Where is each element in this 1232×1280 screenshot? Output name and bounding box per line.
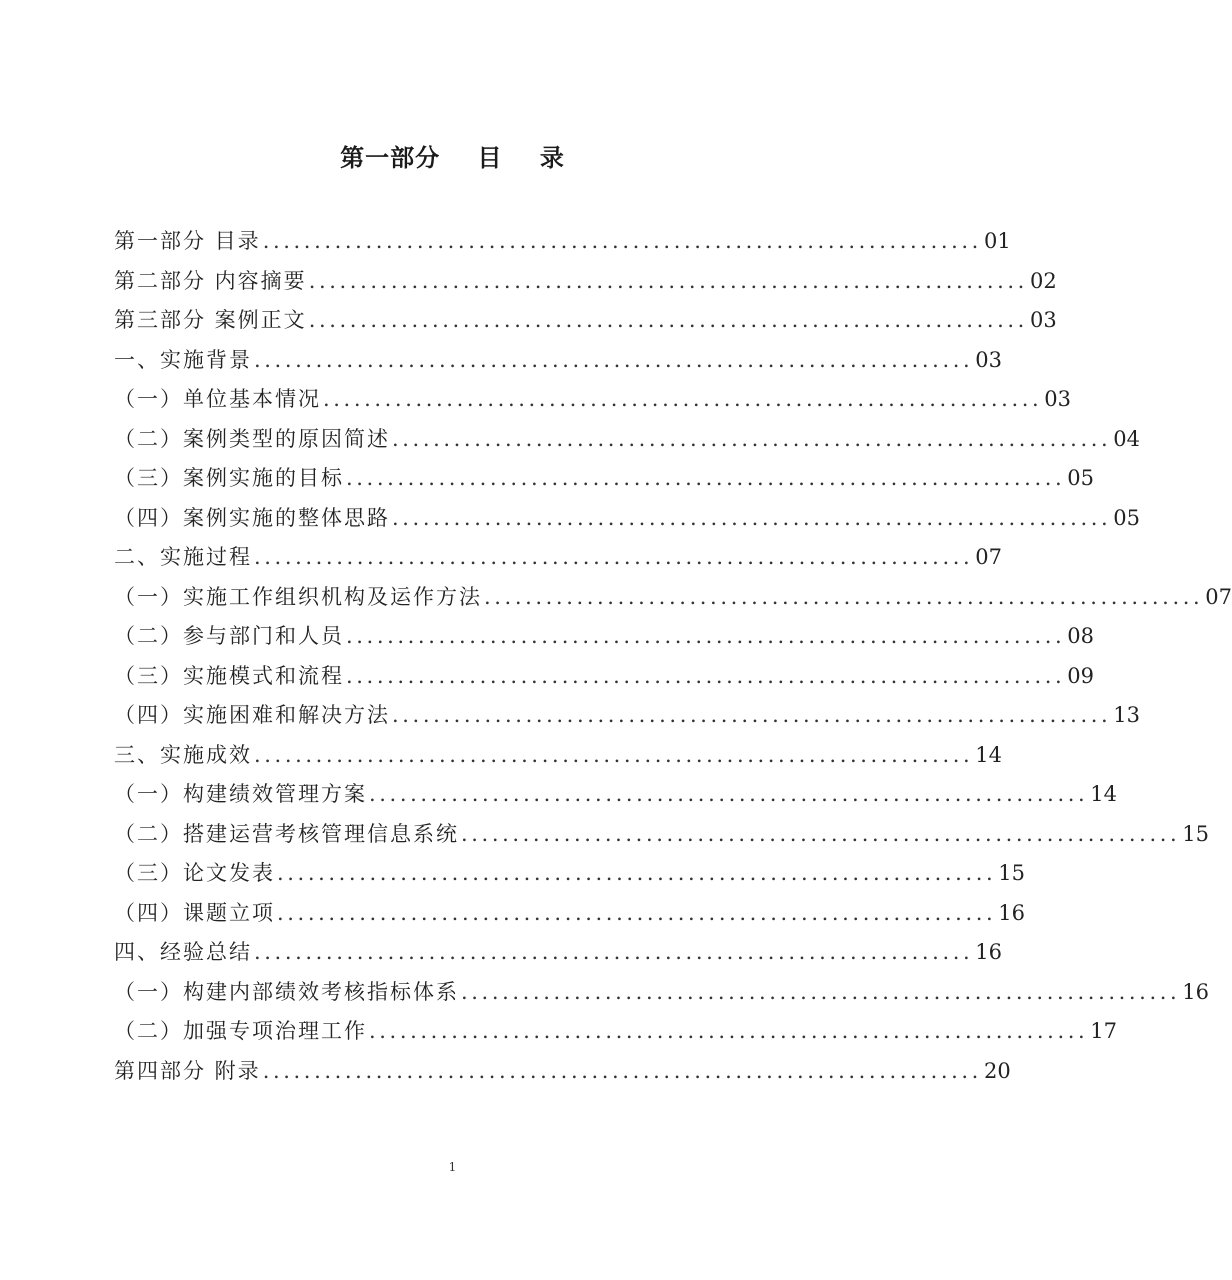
toc-entry[interactable] (114, 973, 1210, 1013)
toc-entry-label: （一）单位基本情况 (114, 387, 321, 411)
toc-entry[interactable] (114, 617, 1095, 657)
toc-entry[interactable] (114, 894, 1026, 934)
toc-entry-label: 四、经验总结 (114, 940, 252, 964)
dot-leader: ...................................................................... (254, 545, 974, 569)
dot-leader: ...................................................................... (277, 861, 997, 885)
toc-entry-label: （一）构建内部绩效考核指标体系 (114, 979, 459, 1004)
toc-entry-page: 02 (1029, 268, 1057, 293)
toc-entry[interactable] (114, 933, 1003, 973)
dot-leader: ...................................................................... (262, 229, 982, 253)
toc-entry-page: 15 (998, 861, 1026, 885)
toc-entry[interactable] (114, 499, 1141, 539)
toc-entry[interactable] (114, 420, 1141, 460)
toc-entry-page: 03 (975, 347, 1003, 372)
toc-entry-page: 05 (1067, 466, 1095, 490)
toc-entry-page: 05 (1113, 505, 1141, 530)
toc-entry-page: 13 (1113, 703, 1141, 727)
toc-entry[interactable] (114, 1052, 1011, 1092)
toc-entry-label: （二）搭建运营考核管理信息系统 (114, 821, 459, 846)
dot-leader: ...................................................................... (323, 387, 1043, 411)
page-title: 第一部分 目 录 (340, 144, 565, 172)
toc-entry[interactable] (114, 657, 1095, 697)
toc-entry-label: （一）构建绩效管理方案 (114, 782, 367, 806)
dot-leader: ...................................................................... (346, 466, 1066, 490)
toc-entry-page: 20 (983, 1058, 1011, 1083)
toc-entry-page: 16 (998, 900, 1026, 925)
dot-leader: ...................................................................... (308, 268, 1028, 293)
toc-entry-page: 07 (975, 545, 1003, 569)
dot-leader: ...................................................................... (346, 663, 1066, 688)
toc-entry-label: （三）实施模式和流程 (114, 663, 344, 688)
toc-entry[interactable] (114, 815, 1210, 855)
toc-entry[interactable] (114, 775, 1118, 815)
toc-entry-label: 第一部分 目录 (114, 229, 261, 253)
toc-entry-label: 一、实施背景 (114, 347, 252, 372)
toc-entry[interactable] (114, 854, 1026, 894)
toc-entry-page: 01 (983, 229, 1011, 253)
toc-entry[interactable] (114, 301, 1057, 341)
toc-entry-page: 15 (1182, 821, 1210, 846)
footer-page-number: 1 (448, 1160, 457, 1174)
toc-entry-label: 三、实施成效 (114, 742, 252, 767)
dot-leader: ...................................................................... (254, 940, 974, 964)
toc-entry-label: （四）课题立项 (114, 900, 275, 925)
toc-entry-page: 08 (1067, 624, 1095, 648)
toc-entry-label: 二、实施过程 (114, 545, 252, 569)
dot-leader: ...................................................................... (254, 742, 974, 767)
toc-entry-page: 03 (1029, 308, 1057, 332)
toc-entry[interactable] (114, 380, 1072, 420)
toc-entry-page: 14 (1090, 782, 1118, 806)
dot-leader: ...................................................................... (254, 347, 974, 372)
toc-entry-label: （四）实施困难和解决方法 (114, 703, 390, 727)
dot-leader: ...................................................................... (369, 782, 1089, 806)
toc-entry[interactable] (114, 578, 1232, 618)
toc-entry-label: （一）实施工作组织机构及运作方法 (114, 584, 482, 609)
toc-entry-page: 16 (975, 940, 1003, 964)
toc-entry-label: （二）参与部门和人员 (114, 624, 344, 648)
toc-entry-label: （二）加强专项治理工作 (114, 1019, 367, 1043)
toc-entry-page: 14 (975, 742, 1003, 767)
dot-leader: ...................................................................... (308, 308, 1028, 332)
dot-leader: ...................................................................... (262, 1058, 982, 1083)
dot-leader: ...................................................................... (369, 1019, 1089, 1043)
toc-entry-page: 17 (1090, 1019, 1118, 1043)
dot-leader: ...................................................................... (346, 624, 1066, 648)
dot-leader: ...................................................................... (461, 821, 1181, 846)
toc-entry-page: 09 (1067, 663, 1095, 688)
toc-entry-page: 03 (1044, 387, 1072, 411)
toc-entry-label: （三）论文发表 (114, 861, 275, 885)
dot-leader: ...................................................................... (392, 426, 1112, 451)
toc-entry-page: 16 (1182, 979, 1210, 1004)
toc-entry[interactable] (114, 1012, 1118, 1052)
toc-entry[interactable] (114, 222, 1011, 262)
dot-leader: ...................................................................... (461, 979, 1181, 1004)
dot-leader: ...................................................................... (392, 703, 1112, 727)
toc-entry[interactable] (114, 538, 1003, 578)
toc-entry[interactable] (114, 262, 1057, 302)
toc-entry-label: 第三部分 案例正文 (114, 308, 307, 332)
toc-entry-page: 04 (1113, 426, 1141, 451)
toc-entry-label: （三）案例实施的目标 (114, 466, 344, 490)
toc-entry[interactable] (114, 736, 1003, 776)
toc-entry[interactable] (114, 341, 1003, 381)
toc-entry-label: （四）案例实施的整体思路 (114, 505, 390, 530)
toc-entry[interactable] (114, 459, 1095, 499)
dot-leader: ...................................................................... (484, 584, 1204, 609)
toc-entry-page: 07 (1205, 584, 1232, 609)
toc-entry[interactable] (114, 696, 1141, 736)
toc-entry-label: 第四部分 附录 (114, 1058, 261, 1083)
toc-entry-label: 第二部分 内容摘要 (114, 268, 307, 293)
toc-entry-label: （二）案例类型的原因简述 (114, 426, 390, 451)
dot-leader: ...................................................................... (392, 505, 1112, 530)
table-of-contents (114, 222, 1232, 1091)
dot-leader: ...................................................................... (277, 900, 997, 925)
